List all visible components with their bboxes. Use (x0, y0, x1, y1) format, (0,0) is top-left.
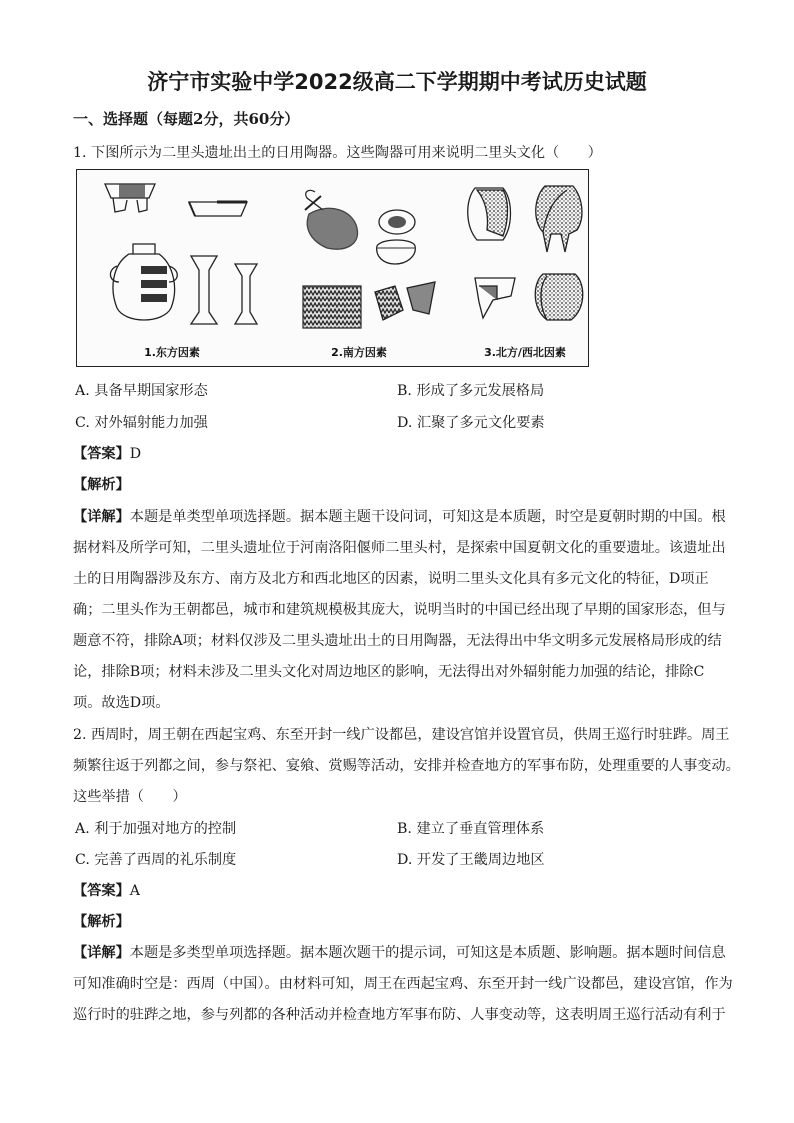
q2-detail-line: 巡行时的驻跸之地，参与列都的各种活动并检查地方军事布防、人事变动等，这表明周王巡行活动有利于 (73, 1007, 726, 1023)
analysis-label: 【解析】 (73, 914, 130, 930)
question-2-stem: 这些举措（ ） (73, 789, 187, 805)
answer-label: 【答案】 (73, 883, 130, 899)
q1-detail-line: 题意不符，排除A项；材料仅涉及二里头遗址出土的日用陶器，无法得出中华文明多元发展格局形成的结 (73, 633, 722, 649)
figure-caption-north: 3.北方/西北因素 (484, 346, 566, 359)
q1-answer (73, 443, 141, 463)
q2-option-d[interactable]: D. 开发了王畿周边地区 (397, 852, 545, 868)
question-2-stem: 频繁往返于列都之间，参与祭祀、宴飨、赏赐等活动，安排并检查地方的军事布防，处理重要的人事变动。 (73, 758, 740, 774)
q1-option-b[interactable]: B. 形成了多元发展格局 (397, 383, 545, 399)
answer-value: D (129, 446, 142, 462)
detail-text: 本题是多类型单项选择题。据本题次题干的提示词，可知这是本质题、影响题。据本题时间信息 (129, 945, 726, 961)
detail-text: 本题是单类型单项选择题。据本题主题干设问词，可知这是本质题，时空是夏朝时期的中国。根 (129, 509, 726, 525)
q1-detail-line: 土的日用陶器涉及东方、南方及北方和西北地区的因素，说明二里头文化具有多元文化的特征，D项正 (73, 571, 709, 587)
q1-detail-line: 据材料及所学可知，二里头遗址位于河南洛阳偃师二里头村，是探索中国夏朝文化的重要遗址。该遗址出 (73, 540, 726, 556)
question-2-stem: 2. 西周时，周王朝在西起宝鸡、东至开封一线广设都邑，建设宫馆并设置官员，供周王巡行时驻跸。周王 (73, 727, 730, 743)
detail-label: 【详解】 (73, 945, 130, 961)
q1-detail-line: 论，排除B项；材料未涉及二里头文化对周边地区的影响，无法得出对外辐射能力加强的结论，排除C (73, 664, 705, 680)
southern-vessels (303, 190, 435, 328)
q1-option-a[interactable]: A. 具备早期国家形态 (75, 383, 208, 399)
detail-label: 【详解】 (73, 509, 130, 525)
q1-detail-line: 确；二里头作为王朝都邑，城市和建筑规模极其庞大，说明当时的中国已经出现了早期的国家形态，但与 (73, 602, 726, 618)
eastern-vessels (105, 184, 257, 324)
question-1-stem: 1. 下图所示为二里头遗址出土的日用陶器。这些陶器可用来说明二里头文化（ ） (73, 145, 602, 161)
pottery-figure (76, 169, 589, 367)
page-title: 济宁市实验中学2022级高二下学期期中考试历史试题 (147, 70, 647, 94)
northern-vessels (468, 186, 583, 320)
q2-option-c[interactable]: C. 完善了西周的礼乐制度 (75, 852, 237, 868)
q2-detail-line (73, 942, 726, 962)
q1-analysis-label (73, 474, 130, 494)
answer-label: 【答案】 (73, 446, 130, 462)
analysis-label: 【解析】 (73, 477, 130, 493)
q1-detail-line: 项。故选D项。 (73, 695, 170, 711)
q1-detail-line (73, 506, 726, 526)
q2-option-b[interactable]: B. 建立了垂直管理体系 (397, 821, 545, 837)
q2-option-a[interactable]: A. 利于加强对地方的控制 (75, 821, 237, 837)
q2-detail-line: 可知准确时空是：西周（中国）。由材料可知，周王在西起宝鸡、东至开封一线广设都邑，建设宫馆，作为 (73, 976, 733, 992)
figure-caption-south: 2.南方因素 (331, 346, 387, 359)
q1-option-d[interactable]: D. 汇聚了多元文化要素 (397, 415, 545, 431)
q2-analysis-label (73, 911, 130, 931)
section-heading: 一、选择题（每题2分，共60分） (73, 110, 300, 128)
figure-caption-east: 1.东方因素 (144, 346, 200, 359)
q2-answer (73, 880, 140, 900)
q1-option-c[interactable]: C. 对外辐射能力加强 (75, 415, 208, 431)
answer-value: A (129, 883, 141, 899)
